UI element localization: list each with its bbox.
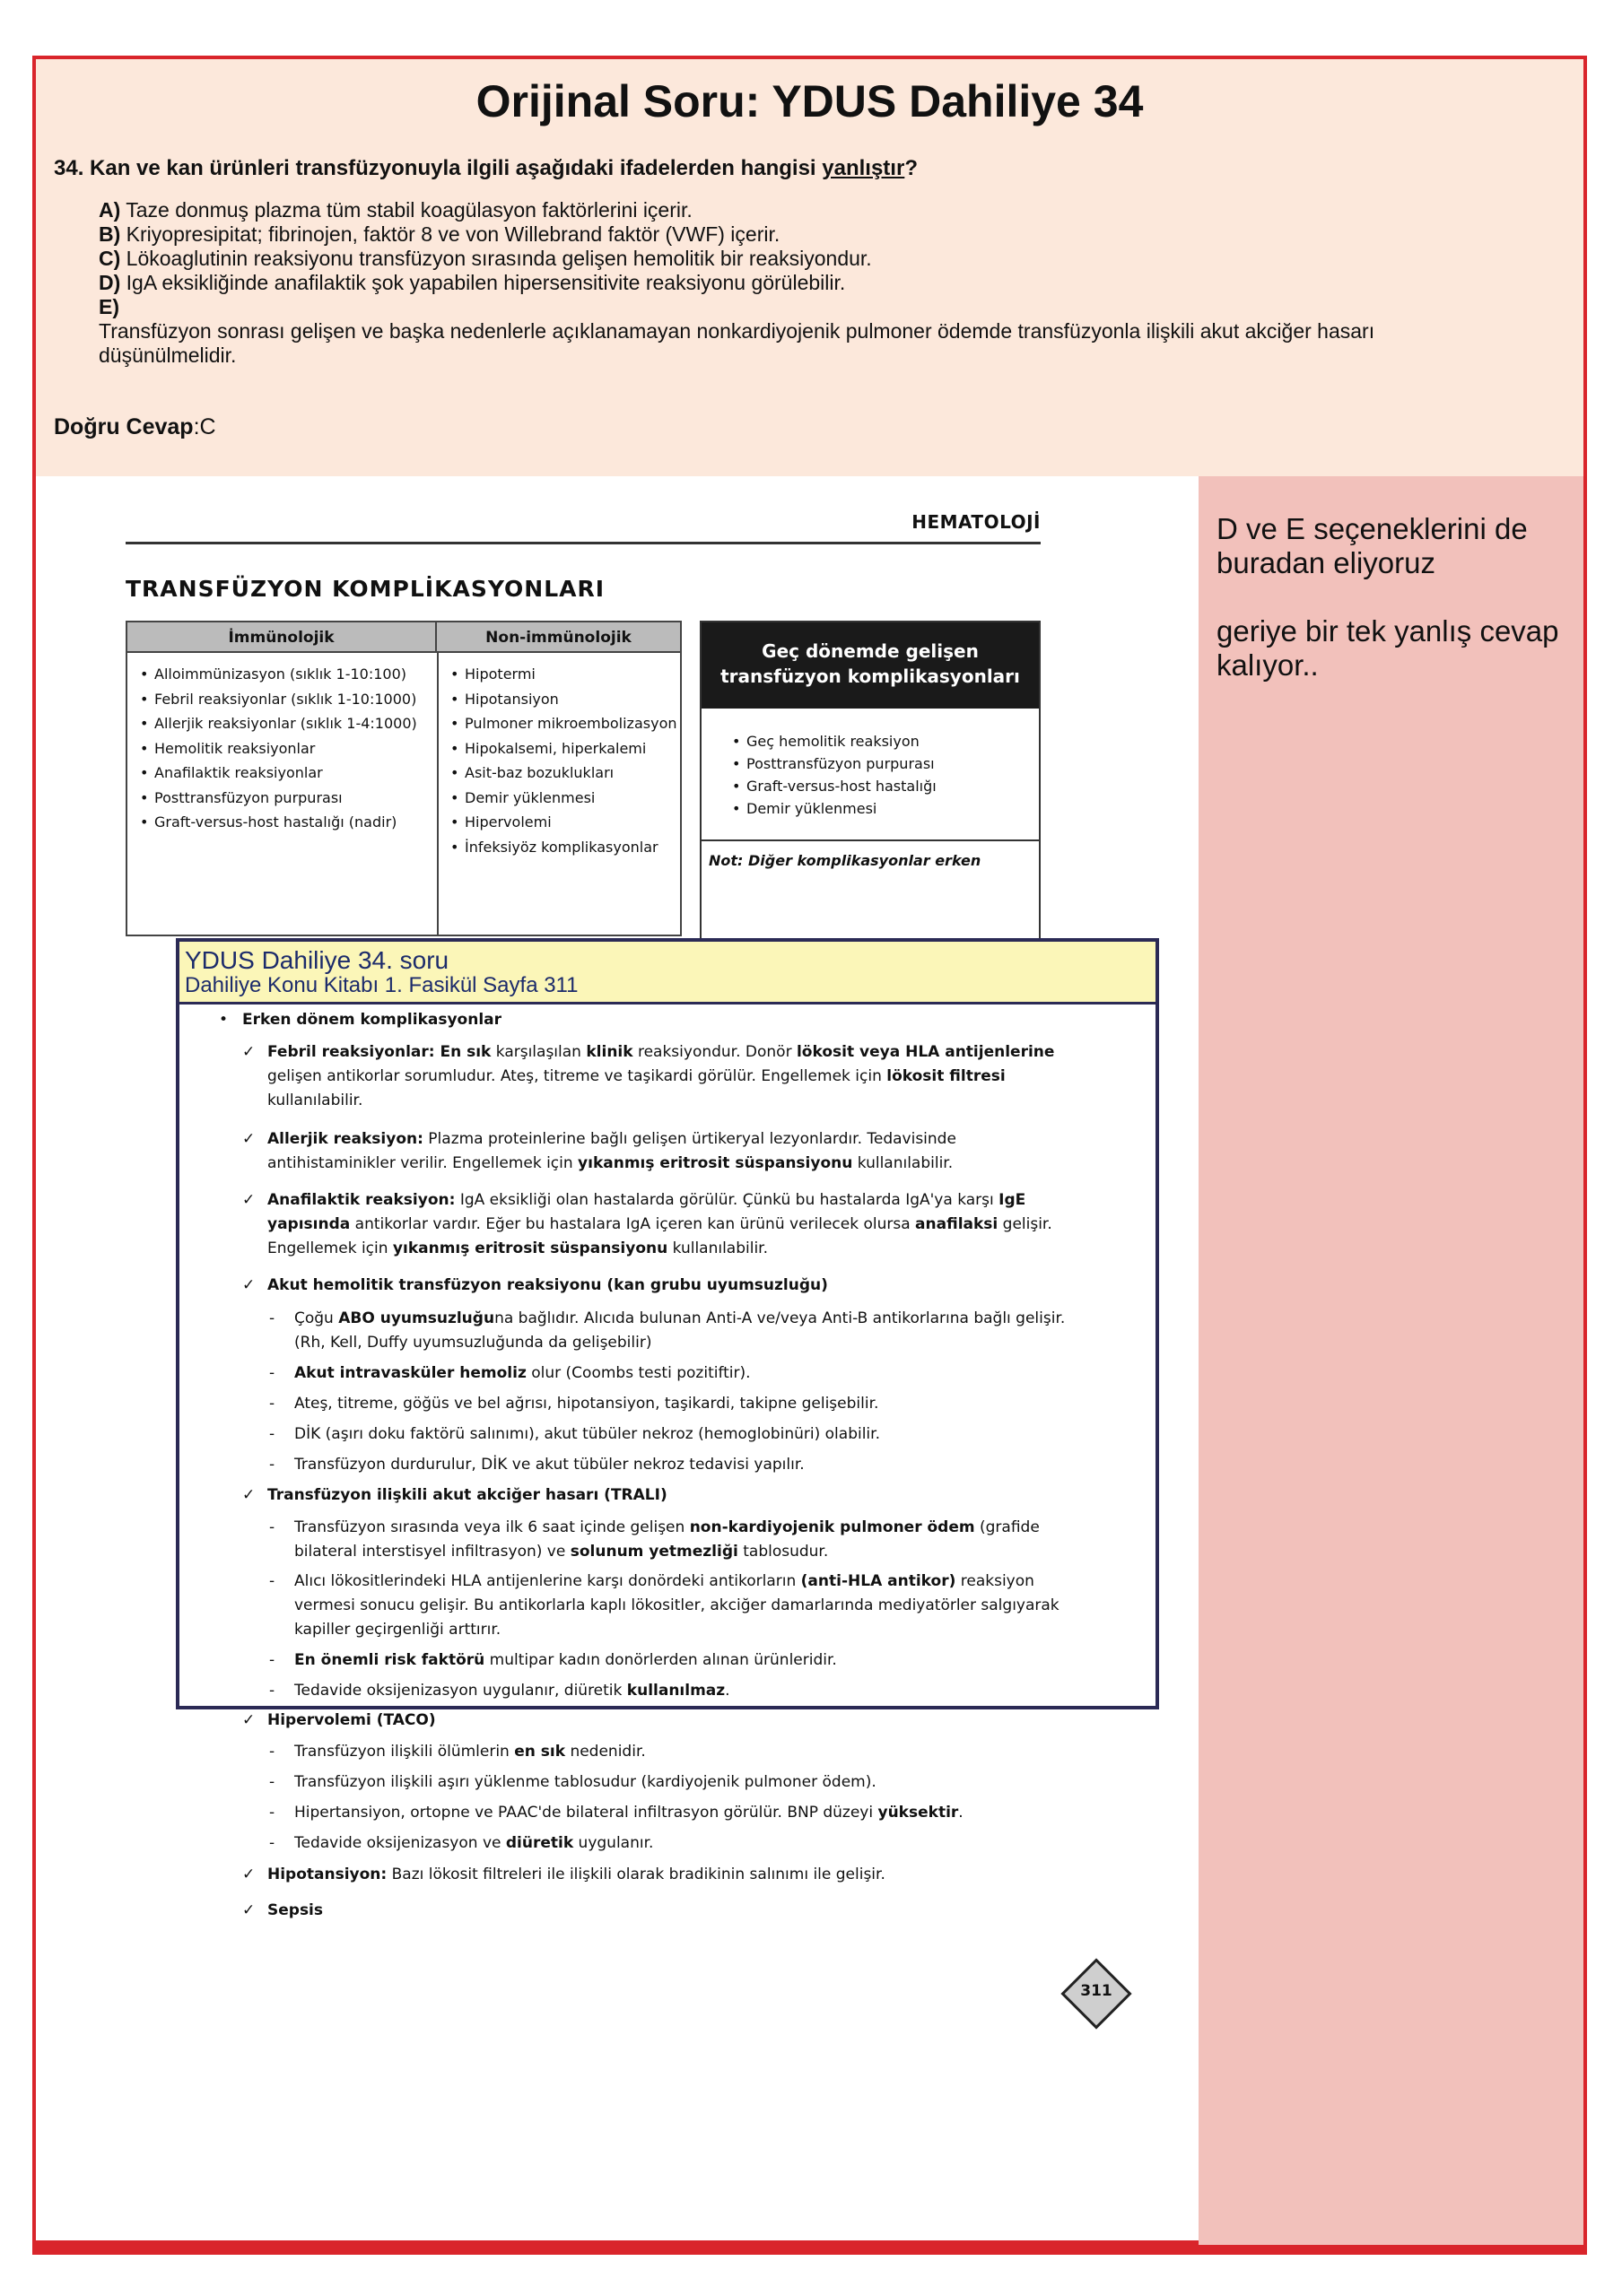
body-text: kullanılabilir. (852, 1154, 954, 1172)
dash-marker: - (269, 1773, 275, 1791)
list-item: • İnfeksiyöz komplikasyonlar (465, 835, 680, 860)
list-item: • Pulmoner mikroembolizasyon (465, 711, 680, 736)
stem-underlined: yanlıştır (822, 156, 905, 180)
option-a (99, 198, 1516, 222)
body-text: DİK (aşırı doku faktörü salınımı), akut tübüler nekroz (hemoglobinüri) olabilir. (294, 1425, 880, 1443)
option-letter: B) (99, 222, 121, 246)
option-e-text: Transfüzyon sonrası gelişen ve başka nedenlerle açıklanamayan nonkardiyojenik pulmoner ödemde transfüzyonla ilişkili akut akciğer hasarı düşünülmelidir. (99, 319, 1375, 367)
reference-box (176, 938, 1159, 1709)
bold-text: non-kardiyojenik pulmoner ödem (689, 1518, 975, 1536)
taco-item-4 (269, 1831, 1068, 1856)
option-text: Taze donmuş plazma tüm stabil koagülasyon faktörlerini içerir. (120, 198, 693, 222)
dash-marker: - (269, 1395, 275, 1413)
bullet-marker: • (219, 1011, 229, 1029)
bold-text: lökosit filtresi (886, 1067, 1006, 1085)
taco-item-1 (269, 1740, 1068, 1764)
bold-text: Anafilaktik reaksiyon: (267, 1191, 456, 1209)
table-header-immunologic: İmmünolojik (127, 622, 437, 653)
question-box (36, 59, 1583, 476)
check-marker: ✓ (242, 1866, 256, 1883)
running-head: HEMATOLOJİ (911, 511, 1041, 533)
dash-marker: - (269, 1743, 275, 1761)
bold-text: en sık (514, 1743, 566, 1761)
option-letter: E) (99, 295, 119, 318)
option-b (99, 222, 1516, 247)
list-item: • Hipotermi (465, 662, 680, 687)
bold-text: Hipervolemi (TACO) (267, 1711, 436, 1729)
body-text: Tedavide oksijenizasyon ve (294, 1834, 506, 1852)
body-text: kullanılabilir. (267, 1091, 363, 1109)
body-text: nedenidir. (565, 1743, 646, 1761)
nonimmunologic-list (465, 662, 680, 859)
dash-marker: - (269, 1804, 275, 1822)
bold-text: lökosit veya HLA antijenlerine (796, 1043, 1055, 1061)
dash-marker: - (269, 1572, 275, 1590)
hipotansiyon-paragraph (242, 1863, 1068, 1887)
list-item: • Hipervolemi (465, 810, 680, 835)
bold-text: En önemli risk faktörü (294, 1651, 485, 1669)
body-text: Bazı lökosit filtreleri ile ilişkili olarak bradikinin salınımı ile gelişir. (387, 1866, 885, 1883)
bold-text: Sepsis (267, 1901, 324, 1919)
body-text: Alıcı lökositlerindeki HLA antijenlerine karşı donördeki antikorların (294, 1572, 801, 1590)
bold-text: ABO uyumsuzluğu (338, 1309, 495, 1327)
option-c (99, 247, 1516, 271)
body-text: Transfüzyon ilişkili ölümlerin (294, 1743, 515, 1761)
bold-text: anafilaksi (915, 1215, 998, 1233)
dash-marker: - (269, 1518, 275, 1536)
list-item: • Febril reaksiyonlar (sıklık 1-10:1000) (154, 687, 434, 712)
bold-text: IgE yapısında (267, 1191, 1026, 1233)
answer-label: Doğru Cevap (54, 414, 194, 439)
body-text: Transfüzyon sırasında veya ilk 6 saat içinde gelişen (294, 1518, 690, 1536)
heading-text: Erken dönem komplikasyonlar (242, 1011, 502, 1029)
bold-text: klinik (586, 1043, 633, 1061)
option-letter: A) (99, 198, 121, 222)
answer-value: :C (193, 414, 216, 439)
body-text: reaksiyon vermesi sonucu gelişir. Bu antikorlarla kaplı lökositler, akciğer damarlarında mediyatörler salgıyarak kapiller geçirgenliği arttırır. (294, 1572, 1060, 1639)
bold-text: Transfüzyon ilişkili akut akciğer hasarı (TRALI) (267, 1486, 667, 1504)
body-text: . (725, 1682, 730, 1700)
body-text: olur (Coombs testi pozitiftir). (526, 1364, 751, 1382)
bold-text: yıkanmış eritrosit süspansiyonu (392, 1239, 668, 1257)
list-item: • Anafilaktik reaksiyonlar (154, 761, 434, 786)
body-text: gelişir. Engellemek için (267, 1215, 1052, 1257)
page-title: Orijinal Soru: YDUS Dahiliye 34 (475, 76, 1144, 126)
bold-text: Akut hemolitik transfüzyon reaksiyonu (kan grubu uyumsuzluğu) (267, 1276, 828, 1294)
check-marker: ✓ (242, 1276, 256, 1294)
list-item: • Graft-versus-host hastalığı (nadir) (154, 810, 434, 835)
note-paragraph-2: geriye bir tek yanlış cevap kalıyor.. (1216, 614, 1559, 682)
option-letter: C) (99, 247, 121, 270)
body-text: na bağlıdır. Alıcıda bulunan Anti-A ve/veya Anti-B antikorlarına bağlı gelişir. (Rh, Kell, Duffy uyumsuzluğunda da gelişebilir) (294, 1309, 1066, 1352)
body-text: gelişen antikorlar sorumludur. Ateş, titreme ve taşikardi görülür. Engellemek için (267, 1067, 887, 1085)
bold-text: Akut intravasküler hemoliz (294, 1364, 527, 1382)
body-text: uygulanır. (573, 1834, 654, 1852)
body-text: tablosudur. (737, 1543, 829, 1561)
body-text: karşılaşılan (491, 1043, 587, 1061)
stem-suffix: ? (904, 156, 918, 180)
option-d (99, 271, 1516, 295)
late-box-note: Not: Diğer komplikasyonlar erken (709, 852, 981, 869)
reference-title: YDUS Dahiliye 34. soru (185, 946, 449, 974)
body-text: Çoğu (294, 1309, 339, 1327)
stem-text: 34. Kan ve kan ürünleri transfüzyonuyla ilgili aşağıdaki ifadelerden hangisi (54, 156, 823, 180)
bold-text: kullanılmaz (626, 1682, 726, 1700)
dash-marker: - (269, 1425, 275, 1443)
late-box-divider (702, 839, 1039, 841)
body-text: Transfüzyon ilişkili aşırı yüklenme tablosudur (kardiyojenik pulmoner ödem). (294, 1773, 876, 1791)
option-e (99, 295, 1516, 319)
body-text: (grafide bilateral interstisyel infiltrasyon) ve (294, 1518, 1040, 1561)
body-text: multipar kadın donörlerden alınan ürünleridir. (484, 1651, 837, 1669)
bold-text: Allerjik reaksiyon: (267, 1130, 423, 1148)
bold-text: yıkanmış eritrosit süspansiyonu (578, 1154, 853, 1172)
body-text: . (958, 1804, 964, 1822)
reference-header (179, 942, 1155, 1004)
dash-marker: - (269, 1456, 275, 1474)
body-text: Tedavide oksijenizasyon uygulanır, diüretik (294, 1682, 627, 1700)
bold-text: Febril reaksiyonlar: (267, 1043, 435, 1061)
taco-item-2 (269, 1770, 1068, 1795)
list-item: • Hipotansiyon (465, 687, 680, 712)
side-note (1199, 476, 1583, 2245)
late-complications-box (700, 621, 1041, 944)
correct-answer (54, 414, 216, 440)
list-item: • Demir yüklenmesi (465, 786, 680, 811)
bold-text: solunum yetmezliği (570, 1543, 738, 1561)
list-item: • Demir yüklenmesi (746, 797, 1039, 820)
check-marker: ✓ (242, 1711, 256, 1729)
option-letter: D) (99, 271, 121, 294)
check-marker: ✓ (242, 1130, 256, 1148)
list-item: • Graft-versus-host hastalığı (746, 775, 1039, 797)
option-text: Kriyopresipitat; fibrinojen, faktör 8 ve von Willebrand faktör (VWF) içerir. (120, 222, 780, 246)
option-text: Lökoaglutinin reaksiyonu transfüzyon sırasında gelişen hemolitik bir reaksiyondur. (120, 247, 872, 270)
list-item: • Hemolitik reaksiyonlar (154, 736, 434, 761)
list-item: • Alloimmünizasyon (sıklık 1-10:100) (154, 662, 434, 687)
bold-text: diüretik (505, 1834, 574, 1852)
late-complications-list (702, 709, 1039, 820)
body-text: Hipertansiyon, ortopne ve PAAC'de bilateral infiltrasyon görülür. BNP düzeyi (294, 1804, 878, 1822)
bold-text: (anti-HLA antikor) (800, 1572, 956, 1590)
dash-marker: - (269, 1309, 275, 1327)
page-number: 311 (1080, 1982, 1112, 2000)
body-text: Transfüzyon durdurulur, DİK ve akut tübüler nekroz tedavisi yapılır. (294, 1456, 805, 1474)
complication-table (126, 621, 682, 936)
bold-text: Hipotansiyon: (267, 1866, 388, 1883)
list-item: • Allerjik reaksiyonlar (sıklık 1-4:1000) (154, 711, 434, 736)
table-divider (437, 653, 439, 936)
bold-text: En sık (434, 1043, 492, 1061)
header-rule (126, 542, 1041, 544)
dash-marker: - (269, 1834, 275, 1852)
options-list (99, 198, 1516, 368)
body-text: reaksiyondur. Donör (632, 1043, 797, 1061)
check-marker: ✓ (242, 1901, 256, 1919)
late-complications-title: Geç dönemde gelişen transfüzyon komplikasyonları (702, 622, 1039, 709)
list-item: • Asit-baz bozuklukları (465, 761, 680, 786)
dash-marker: - (269, 1651, 275, 1669)
list-item: • Geç hemolitik reaksiyon (746, 730, 1039, 752)
table-header-nonimmunologic: Non-immünolojik (437, 622, 680, 653)
check-marker: ✓ (242, 1486, 256, 1504)
bold-text: yüksektir (877, 1804, 959, 1822)
taco-item-3 (269, 1801, 1068, 1825)
check-marker: ✓ (242, 1191, 256, 1209)
immunologic-list (154, 662, 434, 835)
body-text: antikorlar vardır. Eğer bu hastalara IgA içeren kan ürünü verilecek olursa (350, 1215, 916, 1233)
question-stem (54, 156, 918, 181)
body-text: kullanılabilir. (667, 1239, 769, 1257)
option-text: IgA eksikliğinde anafilaktik şok yapabilen hipersensitivite reaksiyonu görülebilir. (120, 271, 846, 294)
taco-heading (242, 1709, 1068, 1733)
reference-subtitle: Dahiliye Konu Kitabı 1. Fasikül Sayfa 311 (185, 973, 579, 997)
body-text: Ateş, titreme, göğüs ve bel ağrısı, hipotansiyon, taşikardi, takipne gelişebilir. (294, 1395, 879, 1413)
list-item: • Hipokalsemi, hiperkalemi (465, 736, 680, 761)
check-marker: ✓ (242, 1043, 256, 1061)
body-text: Plazma proteinlerine bağlı gelişen ürtikeryal lezyonlardır. Tedavisinde antihistaminikler verilir. Engellemek için (267, 1130, 956, 1172)
dash-marker: - (269, 1364, 275, 1382)
list-item: • Posttransfüzyon purpurası (746, 752, 1039, 775)
dash-marker: - (269, 1682, 275, 1700)
section-title: TRANSFÜZYON KOMPLİKASYONLARI (126, 576, 606, 602)
note-paragraph-1: D ve E seçeneklerini de buradan eliyoruz (1216, 512, 1528, 579)
list-item: • Posttransfüzyon purpurası (154, 786, 434, 811)
sepsis-item (242, 1899, 1068, 1923)
body-text: IgA eksikliği olan hastalarda görülür. Çünkü bu hastalarda IgA'ya karşı (455, 1191, 999, 1209)
